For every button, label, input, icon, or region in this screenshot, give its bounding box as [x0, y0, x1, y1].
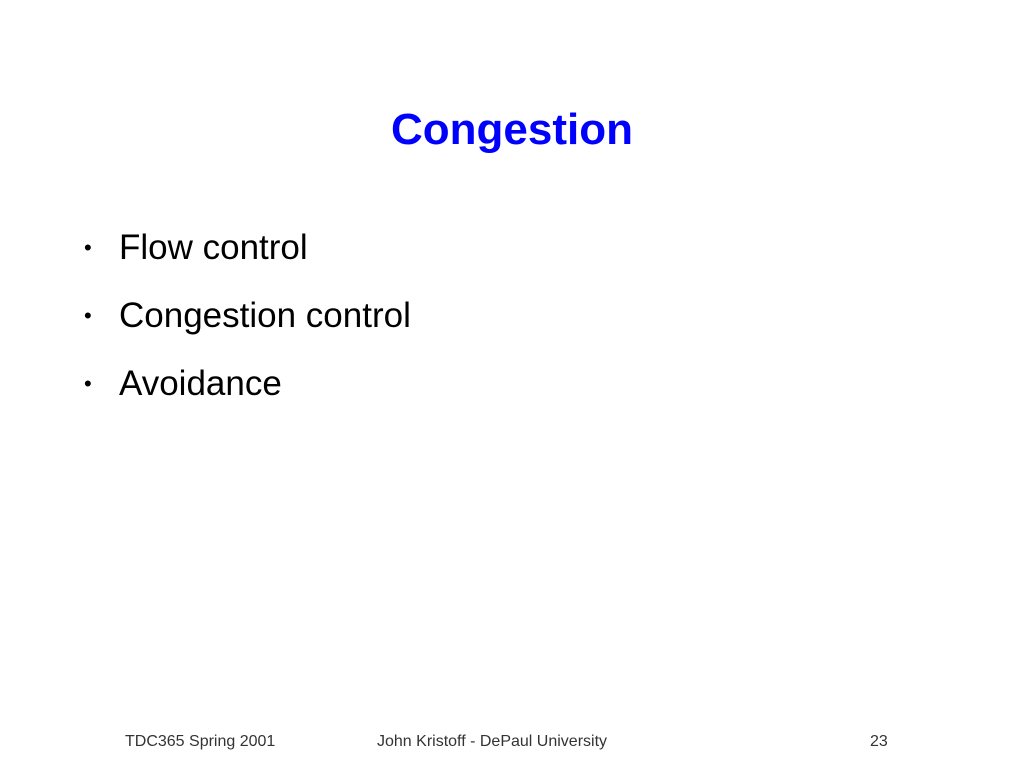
- bullet-item: [84, 214, 411, 282]
- bullet-text: Congestion control: [119, 296, 411, 335]
- bullet-text: Avoidance: [119, 364, 282, 403]
- footer-page-number: 23: [870, 733, 888, 750]
- bullet-item: [84, 350, 411, 418]
- bullet-text: Flow control: [119, 228, 308, 267]
- bullet-icon: •: [84, 303, 92, 328]
- bullet-item: [84, 282, 411, 350]
- bullet-icon: •: [84, 235, 92, 260]
- footer-course: TDC365 Spring 2001: [125, 733, 276, 750]
- slide-title: Congestion: [391, 105, 633, 154]
- bullet-list: [84, 214, 411, 418]
- footer-author: John Kristoff - DePaul University: [377, 733, 608, 750]
- bullet-icon: •: [84, 371, 92, 396]
